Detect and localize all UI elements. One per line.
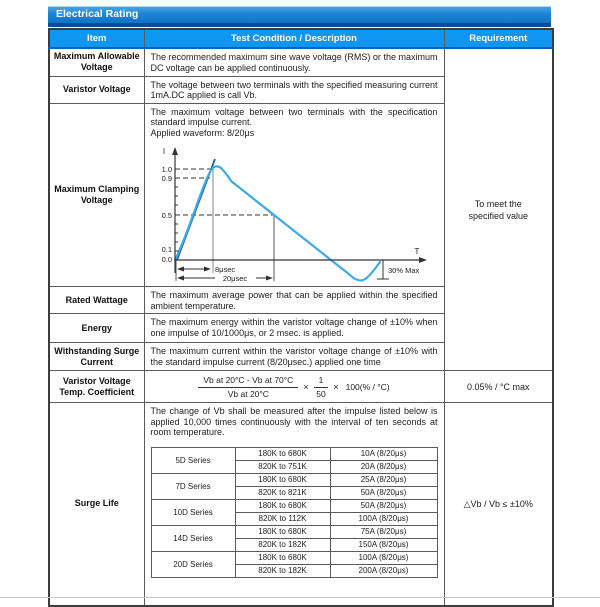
- formula-frac-den: 50: [316, 388, 326, 399]
- surge-range-cell: 180K to 680K: [235, 499, 330, 512]
- desc-surge-life: [144, 403, 444, 606]
- surge-range-cell: 820K to 182K: [235, 564, 330, 577]
- item-max-allowable-voltage: Maximum Allowable Voltage: [49, 48, 144, 76]
- ytick-0_9: 0.9: [161, 174, 172, 183]
- row-temp-coefficient: [49, 371, 553, 403]
- surge-range-cell: 820K to 821K: [235, 486, 330, 499]
- surge-series-cell: 7D Series: [151, 473, 235, 499]
- surge-current-cell: 200A (8/20μs): [330, 564, 437, 577]
- surge-table-row: [151, 473, 437, 486]
- desc-rated-wattage: The maximum average power that can be applied within the specified ambient temperature.: [144, 287, 444, 314]
- surge-table-row: [151, 447, 437, 460]
- desc-max-clamping-voltage: [144, 103, 444, 287]
- ytick-1_0: 1.0: [161, 165, 172, 174]
- requirement-group1: To meet the specified value: [444, 48, 553, 371]
- item-varistor-voltage: Varistor Voltage: [49, 76, 144, 103]
- item-energy: Energy: [49, 314, 144, 343]
- temp-coefficient-formula: [151, 375, 438, 399]
- surge-range-cell: 820K to 182K: [235, 538, 330, 551]
- requirement-temp-coefficient: 0.05% / °C max: [444, 371, 553, 403]
- surge-table-row: [151, 499, 437, 512]
- duration-annotation: 20μsec: [222, 274, 247, 283]
- page-bottom-divider: [0, 597, 600, 598]
- row-surge-life: [49, 403, 553, 606]
- surge-life-table: [151, 447, 438, 578]
- item-rated-wattage: Rated Wattage: [49, 287, 144, 314]
- section-title-bar: [48, 6, 551, 27]
- clamping-desc-text: The maximum voltage between two terminals with the specification standard impulse current.: [150, 106, 438, 127]
- item-surge-life: Surge Life: [49, 403, 144, 606]
- surge-series-cell: 14D Series: [151, 525, 235, 551]
- col-header-item: Item: [49, 29, 144, 48]
- surge-current-cell: 50A (8/20μs): [330, 499, 437, 512]
- surge-range-cell: 820K to 112K: [235, 512, 330, 525]
- clamping-waveform-caption: Applied waveform: 8/20μs: [150, 127, 255, 138]
- surge-current-cell: 75A (8/20μs): [330, 525, 437, 538]
- desc-energy: The maximum energy within the varistor voltage change of ±10% when one impulse of 10/1000μs, or 2 msec. is applied.: [144, 314, 444, 343]
- x-axis-arrow-icon: [419, 257, 427, 263]
- x-axis-label: T: [414, 247, 419, 256]
- desc-temp-coefficient-formula: [144, 371, 444, 403]
- surge-current-cell: 100A (8/20μs): [330, 551, 437, 564]
- undershoot-annotation: 30% Max: [387, 266, 419, 275]
- formula-denominator: Vb at 20°C: [227, 388, 269, 399]
- ytick-0_5: 0.5: [161, 211, 172, 220]
- surge-range-cell: 180K to 680K: [235, 551, 330, 564]
- formula-main-fraction: [198, 375, 298, 399]
- formula-numerator: Vb at 20°C - Vb at 70°C: [198, 375, 298, 388]
- section-title: Electrical Rating: [56, 8, 139, 20]
- header-row: [49, 29, 553, 48]
- item-max-clamping-voltage: Maximum Clamping Voltage: [49, 103, 144, 287]
- ytick-0_1: 0.1: [161, 245, 172, 254]
- formula-tail: 100(% / °C): [345, 381, 390, 392]
- ytick-0_0: 0.0: [161, 255, 172, 264]
- formula-times-2: ×: [333, 381, 339, 392]
- desc-max-allowable-voltage: The recommended maximum sine wave voltage (RMS) or the maximum DC voltage can be applied continuously.: [144, 48, 444, 76]
- surge-range-cell: 180K to 680K: [235, 447, 330, 460]
- formula-times-1: ×: [303, 381, 309, 392]
- surge-range-cell: 180K to 680K: [235, 525, 330, 538]
- desc-varistor-voltage: The voltage between two terminals with the specified measuring current 1mA.DC applied is call Vb.: [144, 76, 444, 103]
- item-temp-coefficient: Varistor Voltage Temp. Coefficient: [49, 371, 144, 403]
- surge-current-cell: 150A (8/20μs): [330, 538, 437, 551]
- surge-current-cell: 100A (8/20μs): [330, 512, 437, 525]
- rise-time-annotation: 8μsec: [214, 265, 235, 274]
- col-header-requirement: Requirement: [444, 29, 553, 48]
- y-axis-label: I: [162, 147, 165, 156]
- surge-table-row: [151, 551, 437, 564]
- requirement-surge-life: △Vb / Vb ≤ ±10%: [444, 403, 553, 606]
- surge-series-cell: 10D Series: [151, 499, 235, 525]
- surge-table-row: [151, 525, 437, 538]
- surge-range-cell: 820K to 751K: [235, 460, 330, 473]
- surge-current-cell: 50A (8/20μs): [330, 486, 437, 499]
- row-max-allowable-voltage: [49, 48, 553, 76]
- col-header-test-condition: Test Condition / Description: [144, 29, 444, 48]
- surge-series-cell: 20D Series: [151, 551, 235, 577]
- desc-withstanding-surge-current: The maximum current within the varistor voltage change of ±10% with the standard impulse current (8/20μsec.) applied one time: [144, 343, 444, 371]
- electrical-rating-table: [48, 28, 554, 607]
- surge-series-cell: 5D Series: [151, 447, 235, 473]
- impulse-waveform-chart: [151, 140, 437, 284]
- formula-small-fraction: [314, 375, 329, 399]
- surge-range-cell: 180K to 680K: [235, 473, 330, 486]
- surge-life-desc-text: The change of Vb shall be measured after the impulse listed below is applied 10,000 times continuously with the interval of ten seconds at room temperature.: [150, 406, 438, 437]
- surge-current-cell: 20A (8/20μs): [330, 460, 437, 473]
- y-axis-arrow-icon: [172, 147, 178, 155]
- surge-current-cell: 25A (8/20μs): [330, 473, 437, 486]
- item-withstanding-surge-current: Withstanding Surge Current: [49, 343, 144, 371]
- formula-frac-num: 1: [314, 375, 329, 388]
- surge-current-cell: 10A (8/20μs): [330, 447, 437, 460]
- impulse-current-curve: [175, 166, 380, 280]
